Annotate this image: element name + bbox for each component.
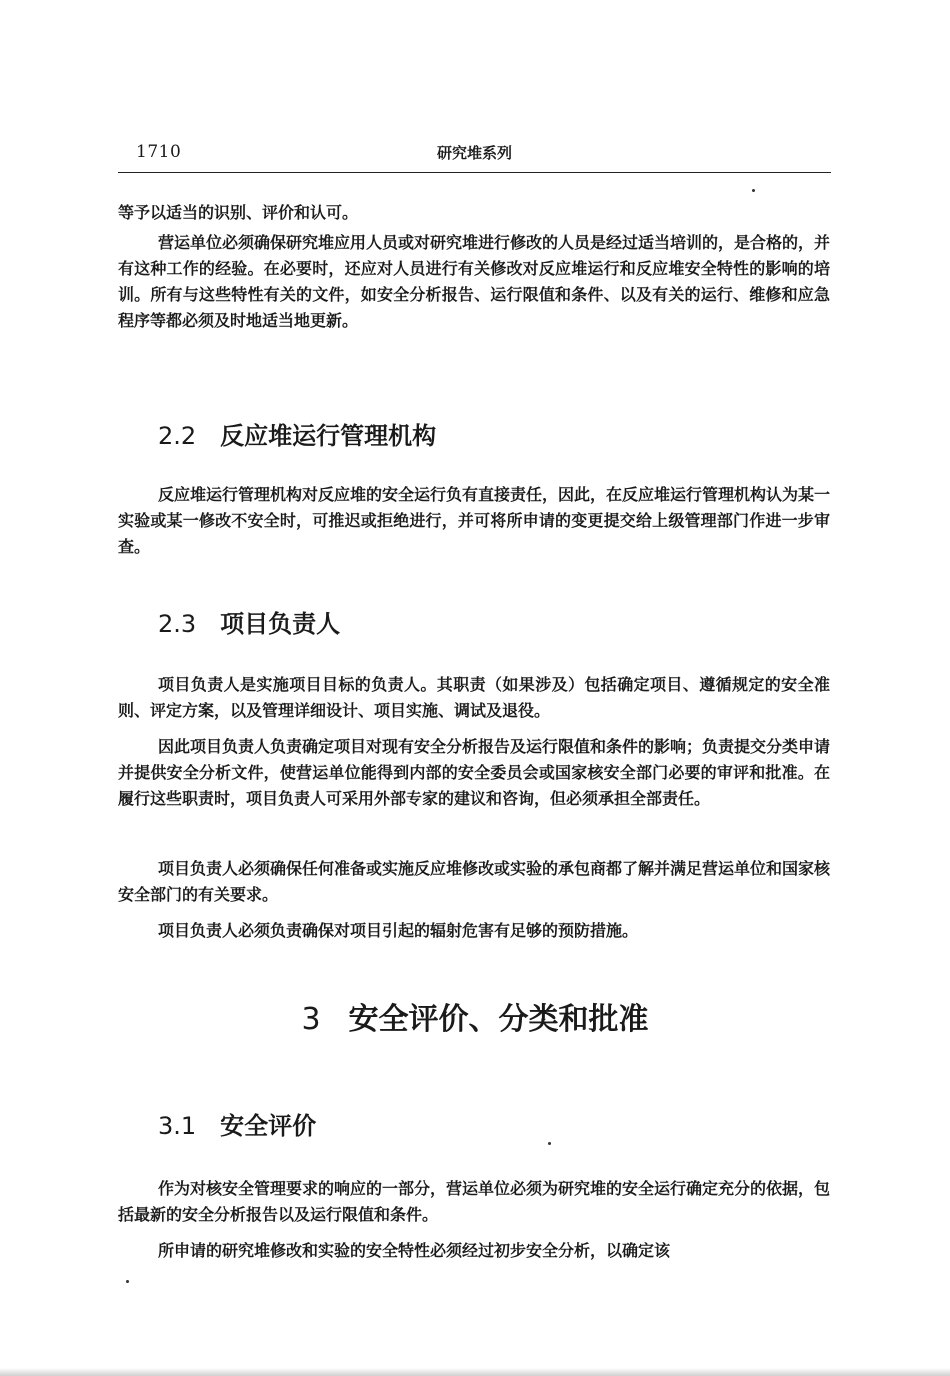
section-title: 安全评价 — [220, 1112, 317, 1140]
paragraph-safety-basis: 作为对核安全管理要求的响应的一部分，营运单位必须为研究堆的安全运行确定充分的依据，包括最新的安全分析报告以及运行限值和条件。 — [118, 1179, 831, 1224]
chapter-number: 3 — [301, 1002, 321, 1037]
scan-speck — [548, 1142, 551, 1145]
paragraph-project-leader-duties: 因此项目负责人负责确定项目对现有安全分析报告及运行限值和条件的影响；负责提交分类申请并提供安全分析文件，使营运单位能得到内部的安全委员会或国家核安全部门必要的审评和批准。在履行这些职责时，项目负责人可采用外部专家的建议和咨询，但必须承担全部责任。 — [118, 737, 831, 808]
header-rule — [118, 172, 831, 173]
scan-bottom-edge — [0, 1368, 950, 1376]
paragraph-continuation: 等予以适当的识别、评价和认可。 — [118, 203, 359, 222]
scan-speck — [126, 1280, 129, 1283]
chapter-heading-3 — [0, 994, 950, 1038]
section-heading-2-2 — [158, 416, 436, 451]
section-number: 2.2 — [158, 422, 197, 450]
running-title: 研究堆系列 — [436, 144, 512, 162]
paragraph-project-leader-role: 项目负责人是实施项目目标的负责人。其职责（如果涉及）包括确定项目、遵循规定的安全准则、评定方案，以及管理详细设计、项目实施、调试及退役。 — [118, 675, 830, 720]
section-number: 3.1 — [158, 1112, 197, 1140]
paragraph-operator-training: 营运单位必须确保研究堆应用人员或对研究堆进行修改的人员是经过适当培训的，是合格的，并有这种工作的经验。在必要时，还应对人员进行有关修改对反应堆运行和反应堆安全特性的影响的培训。所有与这些特性有关的文件，如安全分析报告、运行限值和条件、以及有关的运行、维修和应急程序等都必须及时地适当地更新。 — [118, 233, 831, 330]
paragraph-radiation-protection: 项目负责人必须负责确保对项目引起的辐射危害有足够的预防措施。 — [158, 921, 639, 940]
paragraph-operation-organization: 反应堆运行管理机构对反应堆的安全运行负有直接责任，因此，在反应堆运行管理机构认为某一实验或某一修改不安全时，可推迟或拒绝进行，并可将所申请的变更提交给上级管理部门作进一步审查。 — [118, 485, 831, 556]
chapter-title: 安全评价、分类和批准 — [348, 1002, 649, 1037]
section-title: 反应堆运行管理机构 — [220, 422, 437, 450]
section-title: 项目负责人 — [220, 610, 341, 638]
paragraph-contractor-requirements: 项目负责人必须确保任何准备或实施反应堆修改或实验的承包商都了解并满足营运单位和国家核安全部门的有关要求。 — [118, 859, 831, 904]
paragraph-preliminary-analysis: 所申请的研究堆修改和实验的安全特性必须经过初步安全分析，以确定该 — [158, 1241, 671, 1260]
section-heading-3-1 — [158, 1106, 316, 1141]
page-header — [118, 140, 831, 166]
section-number: 2.3 — [158, 610, 197, 638]
page-number: 1710 — [136, 142, 182, 162]
scan-speck — [752, 189, 755, 192]
section-heading-2-3 — [158, 604, 340, 639]
